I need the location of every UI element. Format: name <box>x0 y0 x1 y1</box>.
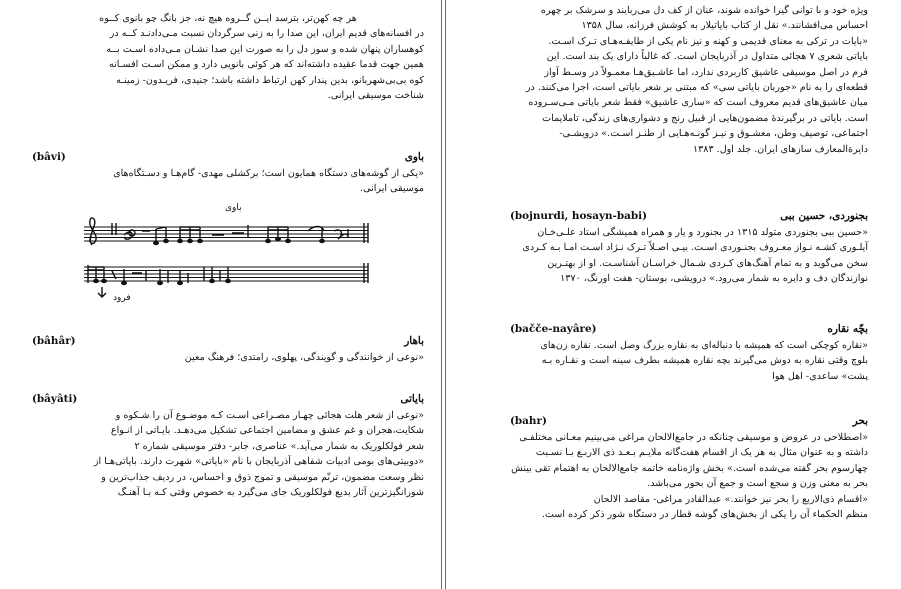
entry-bahr <box>510 414 868 522</box>
entry-header <box>510 414 868 430</box>
entry-header <box>510 322 868 338</box>
text-line: «اقسام ذی‌الاربع را بحر نیز خوانند.» عبدالقادر مراغی- مقاصد الالحان <box>593 493 868 505</box>
headword: بجنوردی، حسین ببی <box>780 210 868 222</box>
entry-header <box>32 392 424 408</box>
entry-bahar <box>32 334 424 365</box>
text-line: نوازندگان دف و دایره به شمار می‌رود.» درویشی، بوستان- هفت اورنگ، ۱۳۷۰ <box>560 273 868 285</box>
text-line: «نوعی از شعر هلت هجائی چهـار مصـراعی اسـت کـه موضـوع آن را شـکوه و <box>115 410 424 421</box>
gutter-line <box>445 0 446 589</box>
text-line: شناخت موسیقی ایرانی. <box>327 90 424 102</box>
text-line: کوه بی‌بی‌شهربانو، بدین پندار کهن ارتباط داشته باشد؛ جنیدی، فریـدون- زمینـه <box>116 74 424 86</box>
text-line: موسیقی ایرانی. <box>360 183 424 195</box>
entry-bavi <box>32 150 424 197</box>
text-line: اجتماعی، توصیف وطن، معشـوق و نیـز گونـه‌هـایی از طنـز اسـت.» درویشـی- <box>559 128 868 140</box>
transliteration: (bačče-nayâre) <box>510 323 597 335</box>
entry-bojnurdi <box>510 209 868 287</box>
text-line: چهارسوم بحر گفته می‌شده است.» بخش واژه‌نامه خاتمه جامع‌الالحان به اهتمام تقی بینش <box>511 462 868 474</box>
text-line: بحر به معنی وزن و سجع است و جمع آن بحور می‌باشد. <box>647 478 868 490</box>
entry-header <box>32 150 424 166</box>
music-label: باوی <box>225 203 242 213</box>
text-line: احساس می‌افشانند.» نقل از کتاب بایاتیلار به کوشش فرزانه، سال ۱۳۵۸ <box>581 20 868 32</box>
text-line: «نوعی از خوانندگی و گویندگی، پهلوی، رامتدی؛ فرهنگ معین <box>184 352 424 363</box>
transliteration: (bâhâr) <box>32 335 76 347</box>
entry-bacce-nayare <box>510 322 868 384</box>
text-line: منظم الحکماء آن را یکی از بخش‌های گوشه قطار در دستگاه شور ذکر کرده است. <box>541 509 868 521</box>
text-line: قطعه‌ای را به نام «جوربان بایاتی سی» که مبتنی بر شعر بایاتی است، اجرا می‌کنند. در <box>525 82 868 94</box>
text-line: «حسین ببی بجنوردی متولد ۱۳۱۵ در بجنورد و یار و همراه همیشگی استاد علـی‌خـان <box>537 227 868 238</box>
text-line: «اصطلاحی در عروض و موسیقی چنانکه در جامع‌الالحان مراغی می‌بینیم معـانی مختلفـی <box>519 432 868 443</box>
headword: بایاتی <box>400 393 424 405</box>
headword: بحر <box>852 415 868 427</box>
text-line: در افسانه‌های قدیم ایران، این صدا را به زنی سرگردان نسبت مـی‌دادنـد کــه در <box>109 28 424 40</box>
text-line: پشت» ساعدی- اهل هوا <box>772 370 868 382</box>
headword: باهار <box>404 335 424 347</box>
headword: بچّه نقاره <box>827 323 868 335</box>
text-line: شورانگیزترین آثار بدیع فولکلوریک جای می‌گیرد به خصوص وقتی کـه بـا آهنـگ <box>117 487 424 499</box>
text-line: دایرةالمعارف سازهای ایران. جلد اول. ۱۳۸۳ <box>692 143 868 155</box>
text-line: شعر فولکلوریک به شمار می‌آید.» عناصری، جابر- دفتر موسیقی شماره ۲ <box>134 440 424 452</box>
transliteration: (bâyâti) <box>32 393 78 405</box>
text-line: کوهساران پنهان شده و سوز دل را به صورت این صدا نشـان مـی‌داده اسـت بــه <box>106 43 424 55</box>
transliteration: (bahr) <box>510 415 547 427</box>
text-line: «یکی از گوشه‌های دستگاه همایون است؛ برکشلی مهدی- گام‌هـا و دسـتگاه‌های <box>113 168 424 179</box>
transliteration: (bâvi) <box>32 151 66 163</box>
left-page <box>32 0 424 589</box>
text-line: است. بایاتی در برگیرندهٔ مضمون‌هایی از قبیل رنج و دشواری‌های زندگی، تاملایمات <box>542 112 868 124</box>
text-line: «بایات در ترکی به معنای قدیمی و کهنه و نیز نام یکی از طایفـه‌هـای تـرک اسـت. <box>548 35 868 47</box>
text-line: همین جهت قدما عقیده داشته‌اند که هر کوئی بانویی دارد و ممکن اسـت افسـانه <box>108 59 424 71</box>
continued-text <box>510 3 868 157</box>
text-line: شکایت،هجران و غم عشق و مضامین اجتماعی تشکیل می‌دهـد. بایـاتی از انـواع <box>110 425 424 437</box>
music-notation <box>72 201 372 311</box>
text-line: میان عاشیق‌های قدیم معروف است که «ساری عاشیق» فقط شعر بایاتی مـی‌سـروده <box>528 97 868 109</box>
text-line: «نقاره کوچکی است که همیشه با دنباله‌ای به نقاره بزرگ وصل است. نقاره زن‌های <box>540 340 868 351</box>
entry-bayati <box>32 392 424 500</box>
text-line: سخن می‌گوید و به تمام آهنگ‌های کـردی شـمال خراسـان آشناسـت. او از بهتـرین <box>547 257 868 269</box>
text-line: بلوچ وقتی نقاره به دوش می‌گیرند بچه نقاره همیشه بطرف سینه است و نقـاره بـه <box>541 355 868 367</box>
gutter-line <box>441 0 442 589</box>
text-line: آیلـوری کشـه نـواز معـروف بجنـوردی اسـت. بیـی اصـلاً تـرک نـژاد اسـت امـا بـه کـردی <box>522 242 868 254</box>
text-line: فرم در اصل موسیقی عاشیق کاربردی ندارد، اما عاشـیق‌هـا معمـولاً در وسـط آواز <box>544 66 868 78</box>
text-line: بایاتی شعری ۷ هجائی متداول در آذربایجان است. که غالباً دارای یک بند است. این <box>546 51 868 63</box>
text-line: نظر وسعت مضمون، ترنّم موسیقی و تموج ذوق و احساس، در ردیف جذاب‌ترین و <box>101 471 424 483</box>
intro-text <box>32 11 424 103</box>
right-page <box>510 0 868 589</box>
transliteration: (bojnurdi, hosayn-babi) <box>510 210 648 222</box>
entry-header <box>32 334 424 350</box>
entry-header <box>510 209 868 225</box>
music-end-label: فرود <box>113 293 131 303</box>
text-line: «دوبیتی‌های بومی ادبیات شفاهی آذربایجان با نام «بایاتی» شهرت دارند. بایاتی‌هـا از <box>93 456 424 468</box>
text-line: هر چه کهن‌تر، بترسد ایــن گــروه هیچ نه، جز بانگ چو بانوی کــوه <box>99 13 357 24</box>
headword: باوی <box>404 151 424 163</box>
text-line: ویژه خود و با توانی گیرا خوانده شوند، عنان از کف دل می‌ربایند و سرشک بر چهره <box>540 5 868 16</box>
text-line: داشته و به عنوان مثال به هر یک از اقسام هفت‌گانه ملایـم بـعـد ذی الاربـع بـا نسـبت <box>535 447 868 459</box>
